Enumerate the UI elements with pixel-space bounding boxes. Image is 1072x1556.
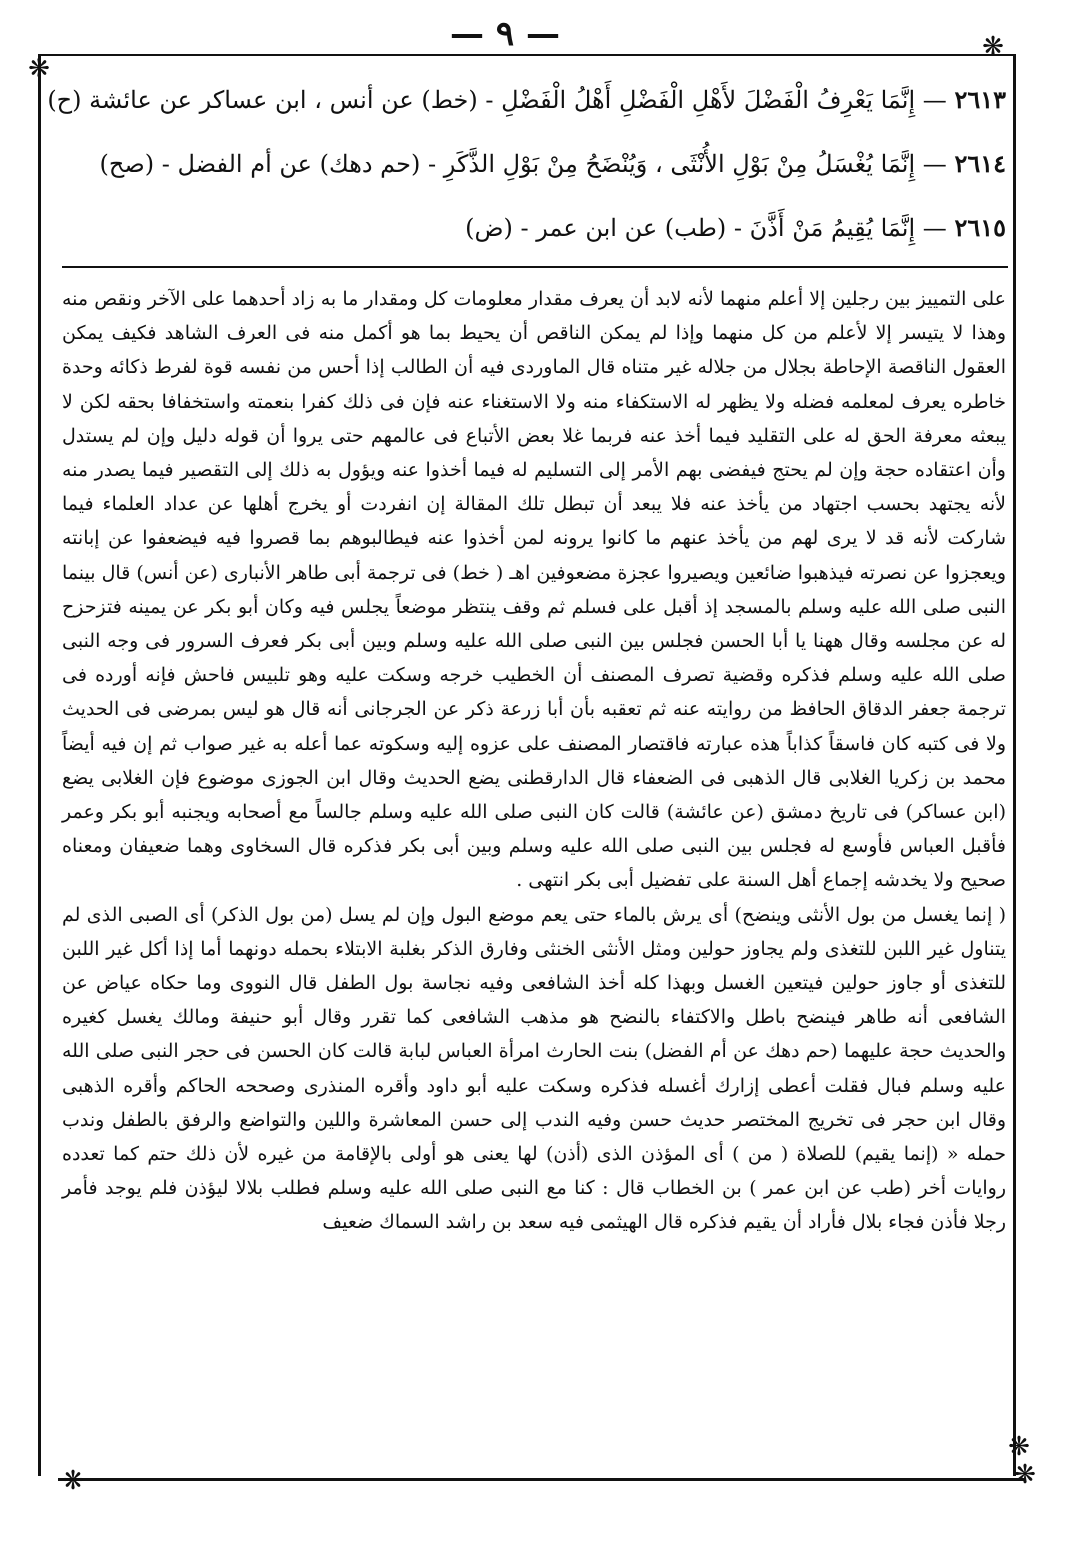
hadith-number: ٢٦١٤ (954, 149, 1006, 178)
corner-ornament-icon: ❋ (1014, 1460, 1036, 1490)
corner-ornament-icon: ❋ (62, 1466, 84, 1496)
hadith-entry: ٢٦١٣ — إِنَّمَا يَعْرِفُ الْفَضْلَ لأَهْلِ الْفَضْلِ أَهْلُ الْفَضْلِ - (خط) عن أنس ، ابن عساكر عن عائشة (ح) (47, 85, 1006, 114)
hadith-grade: (صح) (99, 150, 155, 178)
hadith-source: (خط) عن أنس ، ابن عساكر عن عائشة (89, 86, 478, 114)
hadith-entry: ٢٦١٤ — إِنَّمَا يُغْسَلُ مِنْ بَوْلِ الأُنْثَى ، وَيُنْضَحُ مِنْ بَوْلِ الذَّكَرِ - (حم دهك) عن أم الفضل - (صح) (99, 149, 1006, 178)
page-number: — ٩ — (450, 14, 560, 54)
bottom-rule (58, 1478, 1026, 1481)
hadith-source: (طب) عن ابن عمر (536, 214, 727, 242)
hadith-number: ٢٦١٥ (954, 213, 1006, 242)
commentary-body (62, 282, 1006, 1240)
corner-ornament-icon: ❋ (1008, 1432, 1030, 1462)
hadith-entry: ٢٦١٥ — إِنَّمَا يُقِيمُ مَنْ أَذَّنَ - (طب) عن ابن عمر - (ض) (465, 213, 1006, 242)
hadith-number: ٢٦١٣ (954, 85, 1006, 114)
commentary-paragraph: على التمييز بين رجلين إلا أعلم منهما لأنه لابد أن يعرف مقدار معلومات كل ومقدار ما به زاد أحدهما على الآخر ونقص منه وهذا لا يتيسر إلا لأعلم من كل منهما وإذا لم يمكن الناقص أن يحيط بما هو أكمل منه فى العرف الشاهد فكيف يمكن العقول الناقصة الإحاطة بجلال من جلاله غير متناه قال الماوردى فيه أن الطالب إذا أحس من نفسه قوة لفرط ذكائه وحدة خاطره يعرف لمعلمه فضله ولا يظهر له الاستكفاء منه ولا الاستغناء عنه فإن فى ذلك كفرا بنعمته واستخفافا بحقه لكن لا يبعثه معرفة الحق له على التقليد فيما أخذ عنه فربما غلا بعض الأتباع فى عالمهم حتى يروا أن قوله دليل وإن لم يستدل وأن اعتقاده حجة وإن لم يحتج فيفضى بهم الأمر إلى التسليم له فيما أخذوا عنه ويؤول به ذلك إلى التقصير فيما يصدر منه لأنه يجتهد بحسب اجتهاد من يأخذ عنه فلا يبعد أن تبطل تلك المقالة إن انفردت أو يخرج أهلها عن عداد العلماء فيما شاركت لأنه قد لا يرى لهم من يأخذ عنهم ما كانوا يرونه لمن أخذوا عنه فيطالبوهم بما قصروا فيه فيضعفوا عن إبانته ويعجزوا عن نصرته فيذهبوا ضائعين ويصيروا عجزة مضعوفين اهـ ( خط) فى ترجمة أبى طاهر الأنبارى (عن أنس) قال بينما النبى صلى الله عليه وسلم بالمسجد إذ أقبل على فسلم ثم وقف ينتظر موضعاً يجلس فيه وكان أبو بكر عن يمينه فتزحزح له عن مجلسه وقال ههنا يا أبا الحسن فجلس بين النبى صلى الله عليه وسلم وبين أبى بكر فعرف السرور فى وجه النبى صلى الله عليه وسلم فذكره وقضية تصرف المصنف أن الخطيب خرجه وسكت عليه وهو تلبيس فاحش فإنه أورده فى ترجمة جعفر الدقاق الحافظ من روايته عنه ثم تعقبه بأن أبا زرعة ذكر عن الجرجانى أنه قال هو ليس بمرضى فى الحديث ولا فى كتبه كان فاسقاً كذاباً هذه عبارته فاقتصار المصنف على عزوه إليه وسكوته عما أعله به غير صواب ثم إن فيه أيضاً محمد بن زكريا الغلابى قال الذهبى فى الضعفاء قال الدارقطنى يضع الحديث وقال ابن الجوزى موضوع فإن الغلابى يضع (ابن عساكر) فى تاريخ دمشق (عن عائشة) قالت كان النبى صلى الله عليه وسلم جالساً مع أصحابه ويجنبه أبو بكر وعمر فأقبل العباس فأوسع له فجلس بين النبى صلى الله عليه وسلم وبين أبى بكر فذكره قال السخاوى وهما ضعيفان ومعناه صحيح ولا يخدشه إجماع أهل السنة على تفضيل أبى بكر انتهى . (62, 288, 1006, 892)
section-separator (62, 266, 1008, 268)
commentary-paragraph: ( إنما يغسل من بول الأنثى وينضح) أى يرش بالماء حتى يعم موضع البول وإن لم يسل (من بول الذكر) أى الصبى الذى لم يتناول غير اللبن للتغذى ولم يجاوز حولين ومثل الأنثى الخنثى وفارق الذكر بغلبة الابتلاء بحمله دونهما أما إذا أكل غير اللبن للتغذى أو جاوز حولين فيتعين الغسل وبهذا كله أخذ الشافعى وفيه نجاسة بول الطفل قال النووى وما حكاه عياض عن الشافعى أنه طاهر فينضح باطل والاكتفاء بالنضح هو مذهب الشافعى كما تقرر وقال أبو حنيفة ومالك يغسل كغيره والحديث حجة عليهما (حم دهك عن أم الفضل) بنت الحارث امرأة العباس لبابة قالت كان الحسن فى حجر النبى صلى الله عليه وسلم فبال فقلت أعطى إزارك أغسله فذكره وسكت عليه أبو داود وأقره المنذرى وصححه الحاكم وأقره الذهبى وقال ابن حجر فى تخريج المختصر حديث حسن وفيه الندب إلى حسن المعاشرة واللين والتواضع والرفق بالطفل وندب حمله « (إنما يقيم) للصلاة ( من ) أى المؤذن الذى (أذن) لها يعنى هو أولى بالإقامة من غيره لأن ذلك حتم كما تعدده روايات أخر (طب عن ابن عمر ) بن الخطاب قال : كنا مع النبى صلى الله عليه وسلم فطلب بلالا ليؤذن فلم يوجد فأمر رجلا فأذن فجاء بلال فأراد أن يقيم فذكره قال الهيثمى فيه سعد بن راشد السماك ضعيف (62, 903, 1007, 1234)
hadith-list (47, 68, 1006, 260)
corner-ornament-icon: ❋ (982, 32, 1004, 62)
hadith-grade: (ض) (465, 214, 513, 242)
hadith-text: إِنَّمَا يُغْسَلُ مِنْ بَوْلِ الأُنْثَى ، وَيُنْضَحُ مِنْ بَوْلِ الذَّكَرِ (443, 150, 916, 178)
hadith-text: إِنَّمَا يَعْرِفُ الْفَضْلَ لأَهْلِ الْفَضْلِ أَهْلُ الْفَضْلِ (501, 86, 916, 114)
hadith-text: إِنَّمَا يُقِيمُ مَنْ أَذَّنَ (749, 214, 916, 242)
hadith-grade: (ح) (47, 86, 82, 114)
corner-ornament-icon: ❋ (28, 54, 50, 84)
hadith-source: (حم دهك) عن أم الفضل (177, 150, 421, 178)
